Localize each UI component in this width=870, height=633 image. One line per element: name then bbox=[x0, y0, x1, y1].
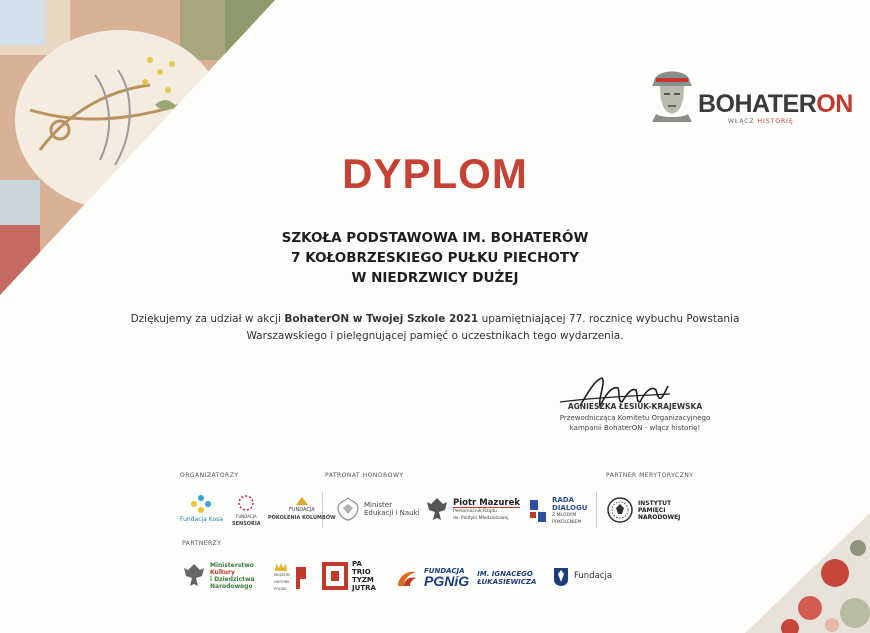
crown-icon bbox=[274, 562, 288, 572]
sensoria-icon bbox=[237, 494, 255, 512]
fundacja-kosa-icon bbox=[188, 494, 214, 514]
signatory-name: AGNIESZKA ŁESIUK-KRAJEWSKA bbox=[567, 402, 703, 411]
organizers-heading: ORGANIZATORZY bbox=[180, 472, 239, 479]
fundacja-pokolenia-kolumbow-logo: FUNDACJA POKOLENIA KOLUMBÓW bbox=[268, 496, 336, 522]
rada-dialogu-icon bbox=[528, 498, 548, 524]
ministerstwo-kultury-logo: Ministerstwo Kultury i Dziedzictwa Narodowego bbox=[182, 562, 255, 590]
school-name-line: 7 KOŁOBRZESKIEGO PUŁKU PIECHOTY bbox=[291, 250, 579, 266]
bohateron-logo bbox=[648, 60, 853, 130]
polish-eagle-icon bbox=[182, 562, 206, 590]
pokolenia-emblem-icon bbox=[295, 496, 309, 506]
patriotyzm-jutra-logo: PA TRIO TYZM JUTRA bbox=[322, 560, 376, 592]
polish-eagle-icon bbox=[336, 496, 360, 522]
signatory-role: Przewodnicząca Komitetu Organizacyjnego kampanii BohaterON - włącz historię! bbox=[559, 414, 711, 432]
patriotyzm-square-icon bbox=[322, 562, 348, 590]
pzu-emblem-icon bbox=[552, 564, 570, 588]
polish-eagle-icon bbox=[425, 496, 449, 524]
thank-you-text: Dziękujemy za udział w akcji BohaterON w Twojej Szkole 2021 upamiętniającej 77. rocznicę wybuchu Powstania Warszawskiego i pielęgnującej pamięć o uczestnikach tego wydarzenia. bbox=[130, 313, 740, 342]
divider bbox=[596, 492, 597, 528]
fundacja-pzu-logo: Fundacja bbox=[552, 564, 612, 588]
pgnig-flame-icon bbox=[394, 566, 420, 590]
muzeum-historii-polski-logo: MUZEUM HISTORII POLSKI bbox=[274, 562, 308, 593]
minister-edukacji-logo: Minister Edukacji i Nauki bbox=[336, 496, 420, 522]
fundacja-kosa-logo: Fundacja Kosa bbox=[180, 494, 223, 523]
fundacja-pgnig-logo: FUNDACJA PGNiG IM. IGNACEGO ŁUKASIEWICZA bbox=[394, 566, 536, 590]
ipn-logo: INSTYTUT PAMIĘCI NARODOWEJ bbox=[606, 496, 680, 524]
fundacja-sensoria-logo: FUNDACJA SENSORIA bbox=[232, 494, 261, 528]
muzeum-mark-icon bbox=[294, 565, 308, 591]
soldier-helmet-icon bbox=[648, 60, 696, 122]
content-partner-heading: PARTNER MERYTORYCZNY bbox=[606, 472, 694, 479]
logo-wordmark: BOHATERON bbox=[698, 90, 853, 118]
school-name bbox=[0, 228, 870, 288]
partners-heading: PARTNERZY bbox=[182, 540, 222, 547]
rada-dialogu-logo: RADA DIALOGU Z MŁODYM POKOLENIEM bbox=[528, 496, 587, 526]
honorary-patronage-heading: PATRONAT HONOROWY bbox=[325, 472, 404, 479]
diploma-title: DYPLOM bbox=[342, 150, 528, 197]
piotr-mazurek-logo: Piotr Mazurek Pełnomocnik Rządu ds. Polityki Młodzieżowej bbox=[425, 496, 520, 524]
decorative-corner-pattern bbox=[740, 513, 870, 633]
logo-tagline: WŁĄCZ HISTORIĘ bbox=[728, 118, 794, 125]
ipn-emblem-icon bbox=[606, 496, 634, 524]
school-name-line: W NIEDRZWICY DUŻEJ bbox=[351, 270, 519, 286]
school-name-line: SZKOŁA PODSTAWOWA IM. BOHATERÓW bbox=[281, 230, 589, 246]
campaign-name: BohaterON w Twojej Szkole 2021 bbox=[284, 313, 479, 325]
